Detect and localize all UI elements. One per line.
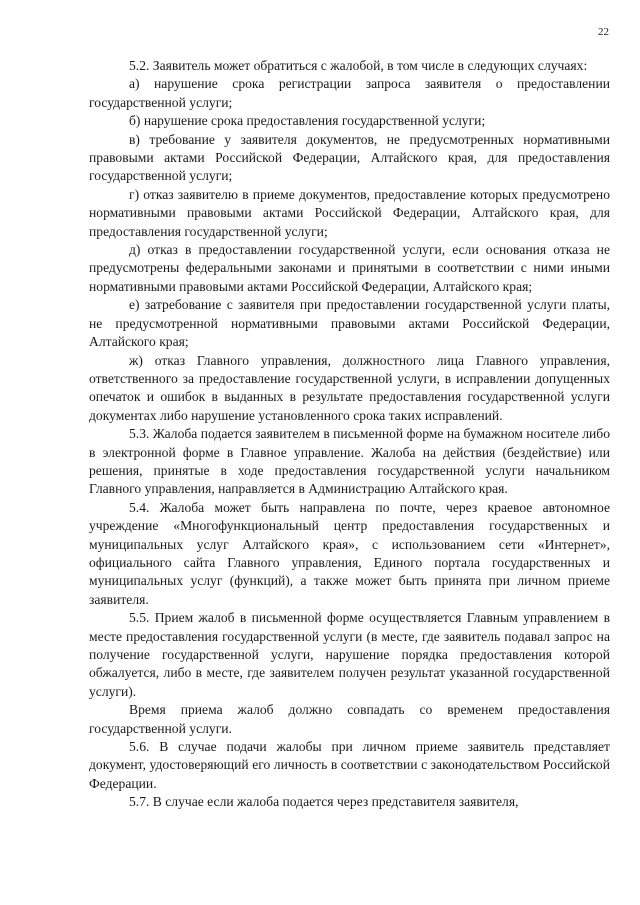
document-body [89,57,610,812]
paragraph-item-e: е) затребование с заявителя при предоставлении государственной услуги платы, не предусмотренной нормативными правовыми актами Российской Федерации, Алтайского края; [89,297,610,350]
paragraph-5-2: 5.2. Заявитель может обратиться с жалобой, в том числе в следующих случаях: [129,58,588,73]
paragraph-item-a: а) нарушение срока регистрации запроса заявителя о предоставлении государственной услуги; [89,76,610,110]
paragraph-item-b: б) нарушение срока предоставления государственной услуги; [129,113,486,129]
page-number: 22 [598,26,609,38]
paragraph-5-3: 5.3. Жалоба подается заявителем в письменной форме на бумажном носителе либо в электронной форме в Главное управление. Жалоба на действия (бездействие) или решения, принятые в ходе предоставления государственной услуги начальником Главного управления, направляется в Администрацию Алтайского края. [89,426,610,497]
paragraph-5-7: 5.7. В случае если жалоба подается через представителя заявителя, [129,794,519,810]
paragraph-item-g: г) отказ заявителю в приеме документов, предоставление которых предусмотрено нормативными правовыми актами Российской Федерации, Алтайского края, для предоставления государственной услуги; [89,186,610,239]
paragraph-item-v: в) требование у заявителя документов, не предусмотренных нормативными правовыми актами Российской Федерации, Алтайского края, для предоставления государственной услуги; [89,131,610,184]
paragraph-5-4: 5.4. Жалоба может быть направлена по почте, через краевое автономное учреждение «Многофункциональный центр предоставления государственных и муниципальных услуг Алтайского края», с использованием сети «Интернет», официального сайта Главного управления, Единого портала государственных и муниципальных услуг (функций), а также может быть принята при личном приеме заявителя. [89,499,610,607]
paragraph-5-6: 5.6. В случае подачи жалобы при личном приеме заявитель представляет документ, удостоверяющий его личность в соответствии с законодательством Российской Федерации. [89,739,610,791]
paragraph-5-5: 5.5. Прием жалоб в письменной форме осуществляется Главным управлением в месте предоставления государственной услуги (в месте, где заявитель подавал запрос на получение государственной услуги, нарушение порядка предоставления которой обжалуется, либо в месте, где заявителем получен результат указанной государственной услуги). [89,610,610,699]
paragraph-item-d: д) отказ в предоставлении государственной услуги, если основания отказа не предусмотрены федеральными законами и принятыми в соответствии с ними иными нормативными правовыми актами Российской Федерации, Алтайского края; [89,242,610,294]
paragraph-item-zh: ж) отказ Главного управления, должностного лица Главного управления, ответственного за предоставление государственной услуги, в исправлении допущенных опечаток и ошибок в выданных в результате предоставления государственной услуги документах либо нарушение установленного срока таких исправлений. [89,352,610,423]
paragraph-reception-time: Время приема жалоб должно совпадать со временем предоставления государственной услуги. [89,702,610,736]
